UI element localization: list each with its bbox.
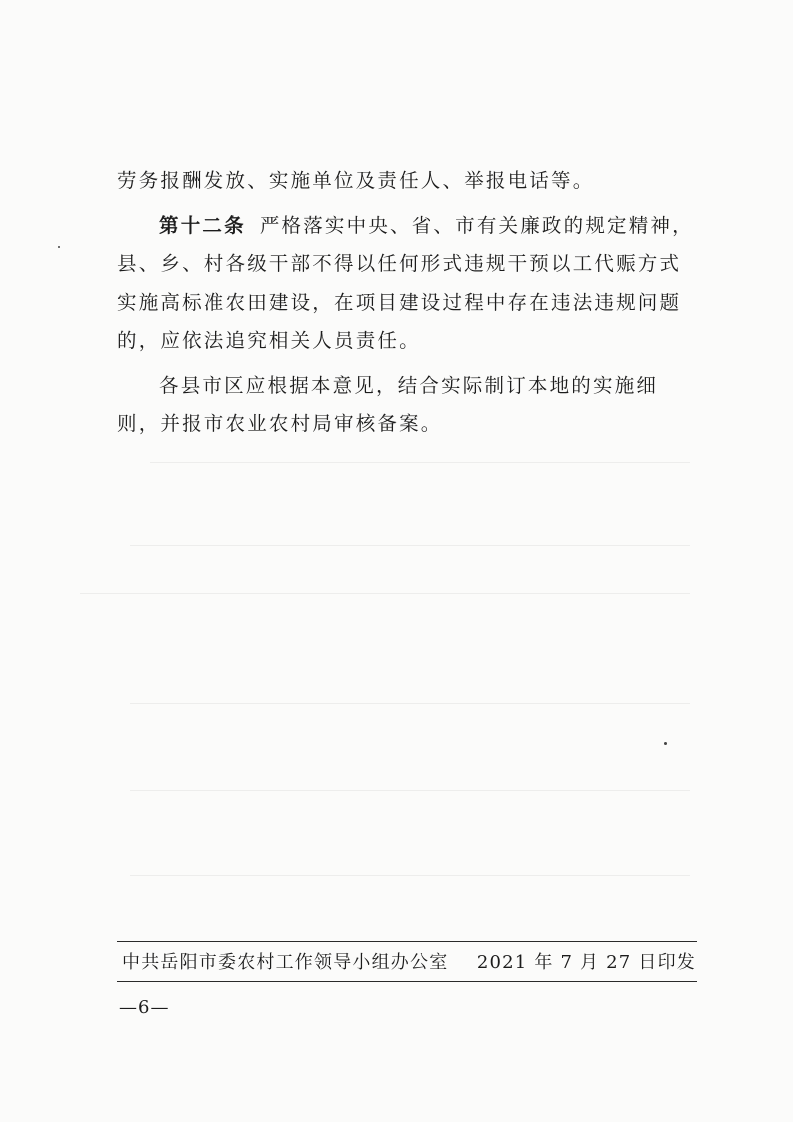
scan-speck xyxy=(58,246,60,248)
issue-date: 2021 年 7 月 27 日印发 xyxy=(476,952,696,973)
footer-bottom-rule xyxy=(117,981,697,982)
closing-paragraph xyxy=(117,367,699,444)
paragraph-text: 各县市区应根据本意见，结合实际制订本地的实施细则，并报市农业农村局审核备案。 xyxy=(117,373,659,435)
bleed-through-line xyxy=(80,593,690,594)
page-number: —6— xyxy=(119,997,170,1018)
bleed-through-line xyxy=(130,790,690,791)
issuer-name: 中共岳阳市委农村工作领导小组办公室 xyxy=(122,952,449,973)
footer-top-rule xyxy=(117,941,697,942)
paragraph-text: 劳务报酬发放、实施单位及责任人、举报电话等。 xyxy=(117,169,595,192)
paragraph-text: 严格落实中央、省、市有关廉政的规定精神，县、乡、村各级干部不得以任何形式违规干预以工代赈方式实施高标准农田建设，在项目建设过程中存在违法违规问题的，应依法追究相关人员责任。 xyxy=(117,213,694,352)
bleed-through-line xyxy=(130,545,690,546)
bleed-through-line xyxy=(130,703,690,704)
scan-speck xyxy=(664,742,667,745)
paragraph-continuation xyxy=(117,162,699,201)
bleed-through-line xyxy=(130,875,690,876)
bleed-through-line xyxy=(150,462,690,463)
article-number: 第十二条 xyxy=(159,213,246,237)
document-body xyxy=(117,162,699,450)
imprint-line xyxy=(122,948,696,974)
article-twelve-paragraph xyxy=(117,207,699,361)
